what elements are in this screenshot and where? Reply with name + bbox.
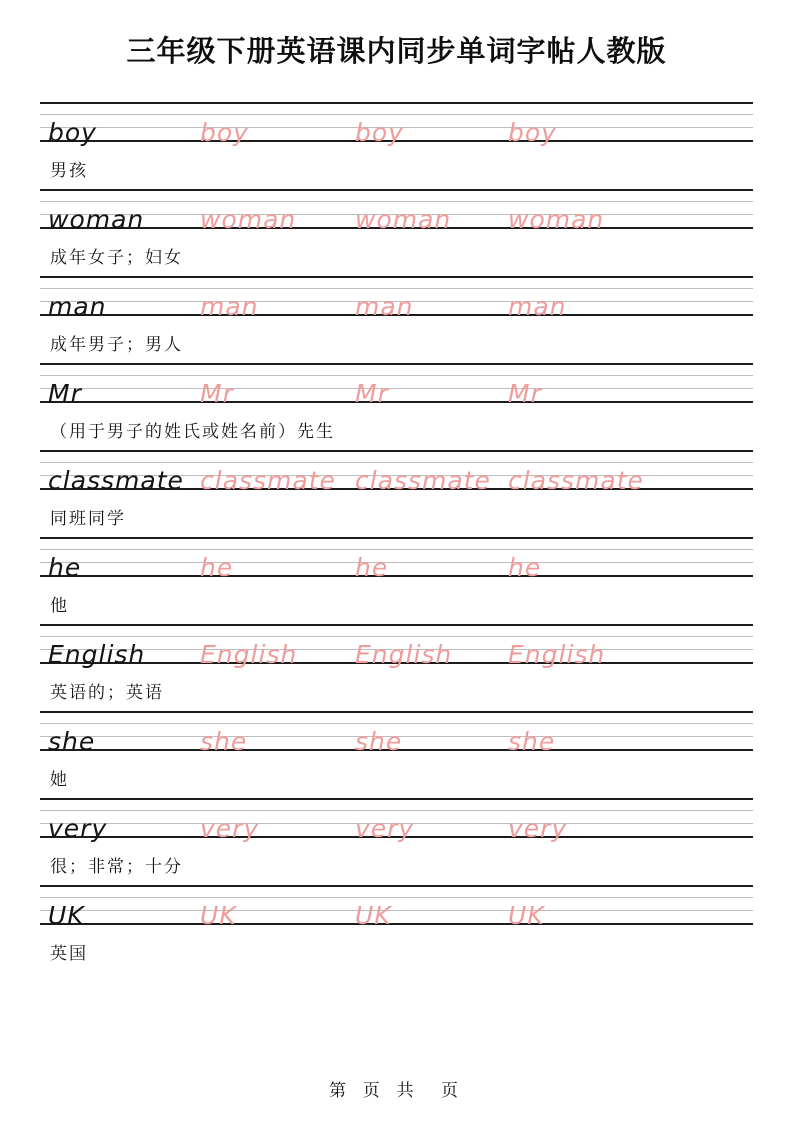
word-trace: Mr: [355, 379, 389, 408]
four-line-writing-grid: [40, 537, 753, 582]
word-row: [40, 450, 753, 537]
word-trace: UK: [355, 901, 392, 930]
guide-line-lower: [40, 910, 753, 911]
word-trace: boy: [355, 118, 404, 147]
guide-line-upper: [40, 375, 753, 376]
four-line-writing-grid: [40, 102, 753, 147]
word-meaning: 英语的；英语: [50, 683, 164, 702]
word-meaning: 她: [50, 770, 69, 789]
word-trace: Mr: [200, 379, 234, 408]
word-trace: woman: [200, 205, 297, 234]
guide-line-upper: [40, 288, 753, 289]
four-line-writing-grid: [40, 798, 753, 843]
word-meaning: 成年女子；妇女: [50, 248, 183, 267]
word-black: woman: [48, 205, 145, 234]
word-meaning: 同班同学: [50, 509, 126, 528]
word-trace: very: [355, 814, 415, 843]
guide-line-upper: [40, 462, 753, 463]
word-trace: very: [200, 814, 260, 843]
word-trace: she: [508, 727, 556, 756]
four-line-writing-grid: [40, 450, 753, 495]
word-row: [40, 189, 753, 276]
guide-line-upper: [40, 723, 753, 724]
word-row: [40, 363, 753, 450]
word-black: UK: [48, 901, 85, 930]
word-meaning: （用于男子的姓氏或姓名前）先生: [50, 422, 335, 441]
four-line-writing-grid: [40, 363, 753, 408]
four-line-writing-grid: [40, 885, 753, 930]
word-row: [40, 711, 753, 798]
word-trace: classmate: [200, 466, 336, 495]
four-line-writing-grid: [40, 711, 753, 756]
page-footer: 第 页 共 页: [329, 1081, 464, 1100]
word-trace: he: [200, 553, 234, 582]
word-trace: very: [508, 814, 568, 843]
word-trace: he: [508, 553, 542, 582]
word-trace: boy: [200, 118, 249, 147]
word-meaning: 男孩: [50, 161, 88, 180]
word-trace: he: [355, 553, 389, 582]
word-black: man: [48, 292, 107, 321]
word-black: Mr: [48, 379, 82, 408]
guide-line-upper: [40, 201, 753, 202]
guide-line-upper: [40, 897, 753, 898]
word-trace: classmate: [508, 466, 644, 495]
guide-line-upper: [40, 636, 753, 637]
word-meaning: 他: [50, 596, 69, 615]
page-title: 三年级下册英语课内同步单词字帖人教版: [126, 36, 667, 68]
word-row: [40, 624, 753, 711]
guide-line-upper: [40, 549, 753, 550]
word-trace: English: [508, 640, 606, 669]
guide-line-upper: [40, 810, 753, 811]
word-trace: man: [355, 292, 414, 321]
word-trace: woman: [355, 205, 452, 234]
four-line-writing-grid: [40, 189, 753, 234]
word-trace: English: [200, 640, 298, 669]
word-trace: boy: [508, 118, 557, 147]
word-trace: English: [355, 640, 453, 669]
guide-line-lower: [40, 562, 753, 563]
word-meaning: 英国: [50, 944, 88, 963]
word-trace: Mr: [508, 379, 542, 408]
word-list: [40, 102, 753, 972]
four-line-writing-grid: [40, 276, 753, 321]
word-trace: man: [508, 292, 567, 321]
word-black: very: [48, 814, 108, 843]
word-black: boy: [48, 118, 97, 147]
word-black: he: [48, 553, 82, 582]
word-black: English: [48, 640, 146, 669]
word-trace: classmate: [355, 466, 491, 495]
word-black: she: [48, 727, 96, 756]
word-black: classmate: [48, 466, 184, 495]
word-trace: she: [200, 727, 248, 756]
word-row: [40, 102, 753, 189]
word-meaning: 成年男子；男人: [50, 335, 183, 354]
word-trace: she: [355, 727, 403, 756]
guide-line-upper: [40, 114, 753, 115]
four-line-writing-grid: [40, 624, 753, 669]
word-trace: man: [200, 292, 259, 321]
word-trace: woman: [508, 205, 605, 234]
word-row: [40, 537, 753, 624]
word-trace: UK: [200, 901, 237, 930]
word-row: [40, 885, 753, 972]
word-row: [40, 798, 753, 885]
word-meaning: 很；非常；十分: [50, 857, 183, 876]
word-row: [40, 276, 753, 363]
word-trace: UK: [508, 901, 545, 930]
guide-line-lower: [40, 388, 753, 389]
